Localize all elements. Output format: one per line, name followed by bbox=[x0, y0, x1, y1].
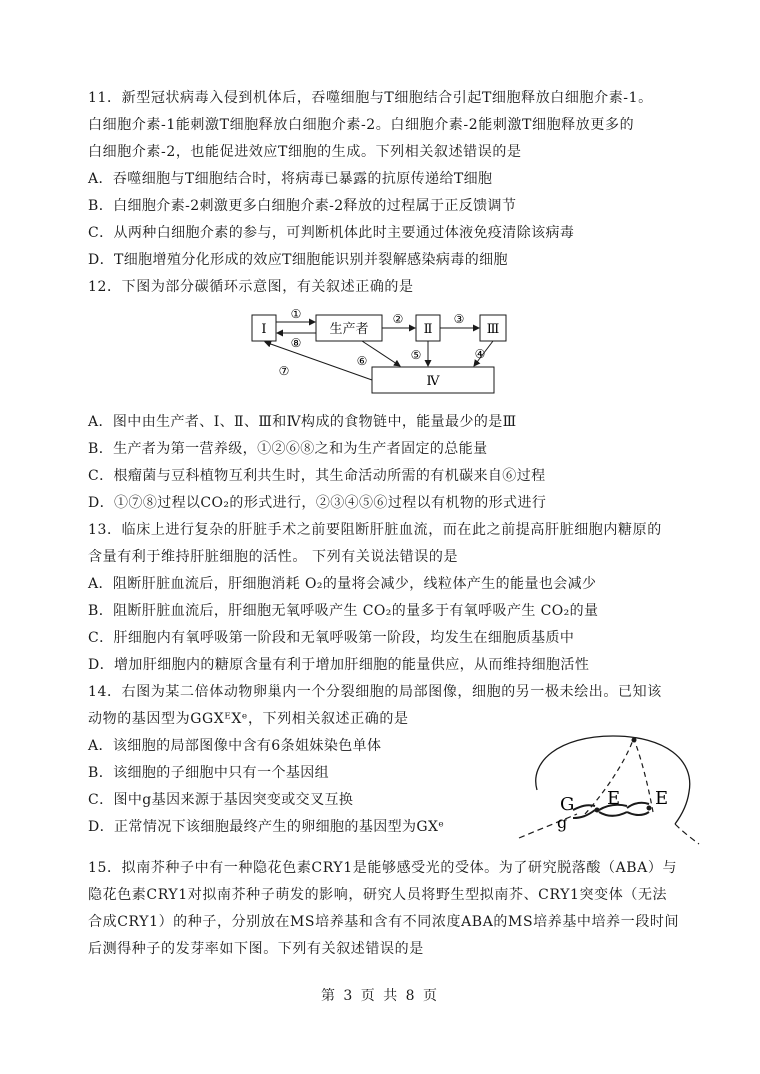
gene-label-G: G bbox=[560, 794, 575, 815]
q13-option-d: D．增加肝细胞内的糖原含量有利于增加肝细胞的能量供应，从而维持细胞活性 bbox=[88, 657, 590, 673]
q11-option-a: A．吞噬细胞与T细胞结合时，将病毒已暴露的抗原传递给T细胞 bbox=[88, 171, 493, 187]
q13-stem-line-1: 13．临床上进行复杂的肝脏手术之前要阻断肝脏血流，而在此之前提高肝脏细胞内糖原的 bbox=[88, 522, 662, 538]
q14-option-c: C．图中g基因来源于基因突变或交叉互换 bbox=[88, 792, 354, 808]
q11-option-c: C．从两种白细胞介素的参与，可判断机体此时主要通过体液免疫清除该病毒 bbox=[88, 225, 575, 241]
label-6: ⑥ bbox=[356, 354, 368, 368]
q13-option-b: B．阻断肝脏血流后，肝细胞无氧呼吸产生 CO₂的量多于有氧呼吸产生 CO₂的量 bbox=[88, 603, 599, 619]
label-7: ⑦ bbox=[278, 364, 290, 378]
carbon-cycle-diagram bbox=[244, 303, 514, 395]
label-8: ⑧ bbox=[290, 336, 302, 350]
label-1: ① bbox=[290, 307, 302, 321]
box-producer-label: 生产者 bbox=[329, 322, 369, 337]
gene-label-E-1: E bbox=[607, 788, 621, 809]
arrow-6 bbox=[362, 341, 400, 366]
q14-stem-line-2: 动物的基因型为GGXᴱXᵉ，下列相关叙述正确的是 bbox=[88, 711, 409, 727]
box-I-label: Ⅰ bbox=[261, 322, 267, 337]
q14-stem-line-1: 14．右图为某二倍体动物卵巢内一个分裂细胞的局部图像，细胞的另一极未绘出。已知该 bbox=[88, 684, 662, 700]
spindle-dashed-right bbox=[675, 824, 699, 844]
q14-option-d: D．正常情况下该细胞最终产生的卵细胞的基因型为GXᵉ bbox=[88, 819, 445, 835]
q11-stem-line-1: 11．新型冠状病毒入侵到机体后，吞噬细胞与T细胞结合引起T细胞释放白细胞介素-1。 bbox=[88, 90, 653, 106]
spindle-dashed-left bbox=[519, 814, 577, 838]
q12-option-d: D．①⑦⑧过程以CO₂的形式进行，②③④⑤⑥过程以有机物的形式进行 bbox=[88, 495, 547, 511]
centromere-2 bbox=[647, 806, 652, 811]
q13-stem-line-2: 含量有利于维持肝脏细胞的活性。 下列有关说法错误的是 bbox=[88, 549, 459, 565]
q11-stem-line-3: 白细胞介素-2，也能促进效应T细胞的生成。下列相关叙述错误的是 bbox=[88, 144, 522, 160]
q15-stem-line-1: 15．拟南芥种子中有一种隐花色素CRY1是能够感受光的受体。为了研究脱落酸（ABA）与 bbox=[88, 860, 678, 876]
q13-option-a: A．阻断肝脏血流后，肝细胞消耗 O₂的量将会减少，线粒体产生的能量也会减少 bbox=[88, 576, 597, 592]
q12-option-a: A．图中由生产者、Ⅰ、Ⅱ、Ⅲ和Ⅳ构成的食物链中，能量最少的是Ⅲ bbox=[88, 414, 517, 430]
chromosome-3 bbox=[627, 803, 649, 815]
box-IV-label: Ⅳ bbox=[426, 374, 440, 389]
box-II-label: Ⅱ bbox=[423, 322, 433, 337]
gene-label-E-2: E bbox=[655, 788, 669, 809]
q15-stem-line-2: 隐花色素CRY1对拟南芥种子萌发的影响，研究人员将野生型拟南芥、CRY1突变体（无法 bbox=[88, 887, 668, 903]
dividing-cell-figure bbox=[515, 732, 715, 848]
label-4: ④ bbox=[474, 347, 486, 361]
label-2: ② bbox=[392, 312, 404, 326]
box-III-label: Ⅲ bbox=[486, 322, 500, 337]
q14-option-b: B．该细胞的子细胞中只有一个基因组 bbox=[88, 765, 330, 781]
label-5: ⑤ bbox=[410, 348, 422, 362]
spindle-pole bbox=[632, 738, 637, 743]
q13-option-c: C．肝细胞内有氧呼吸第一阶段和无氧呼吸第一阶段，均发生在细胞质基质中 bbox=[88, 630, 575, 646]
spindle-fiber-2 bbox=[635, 742, 653, 812]
label-3: ③ bbox=[453, 312, 465, 326]
q11-option-d: D．T细胞增殖分化形成的效应T细胞能识别并裂解感染病毒的细胞 bbox=[88, 252, 508, 268]
centromere-1 bbox=[595, 808, 600, 813]
q12-option-c: C．根瘤菌与豆科植物互利共生时，其生命活动所需的有机碳来自⑥过程 bbox=[88, 468, 546, 484]
q15-stem-line-4: 后测得种子的发芽率如下图。下列有关叙述错误的是 bbox=[88, 941, 424, 957]
gene-label-g: g bbox=[557, 813, 568, 832]
q15-stem-line-3: 合成CRY1）的种子，分别放在MS培养基和含有不同浓度ABA的MS培养基中培养一段时间 bbox=[88, 914, 680, 930]
q11-option-b: B．白细胞介素-2刺激更多白细胞介素-2释放的过程属于正反馈调节 bbox=[88, 198, 517, 214]
page-footer: 第 3 页 共 8 页 bbox=[320, 988, 440, 1004]
cell-membrane bbox=[536, 736, 690, 824]
q14-option-a: A．该细胞的局部图像中含有6条姐妹染色单体 bbox=[88, 738, 382, 754]
q11-stem-line-2: 白细胞介素-1能刺激T细胞释放白细胞介素-2。白细胞介素-2能刺激T细胞释放更多的 bbox=[88, 117, 635, 133]
q12-option-b: B．生产者为第一营养级，①②⑥⑧之和为生产者固定的总能量 bbox=[88, 441, 488, 457]
q12-stem: 12．下图为部分碳循环示意图，有关叙述正确的是 bbox=[88, 279, 414, 295]
